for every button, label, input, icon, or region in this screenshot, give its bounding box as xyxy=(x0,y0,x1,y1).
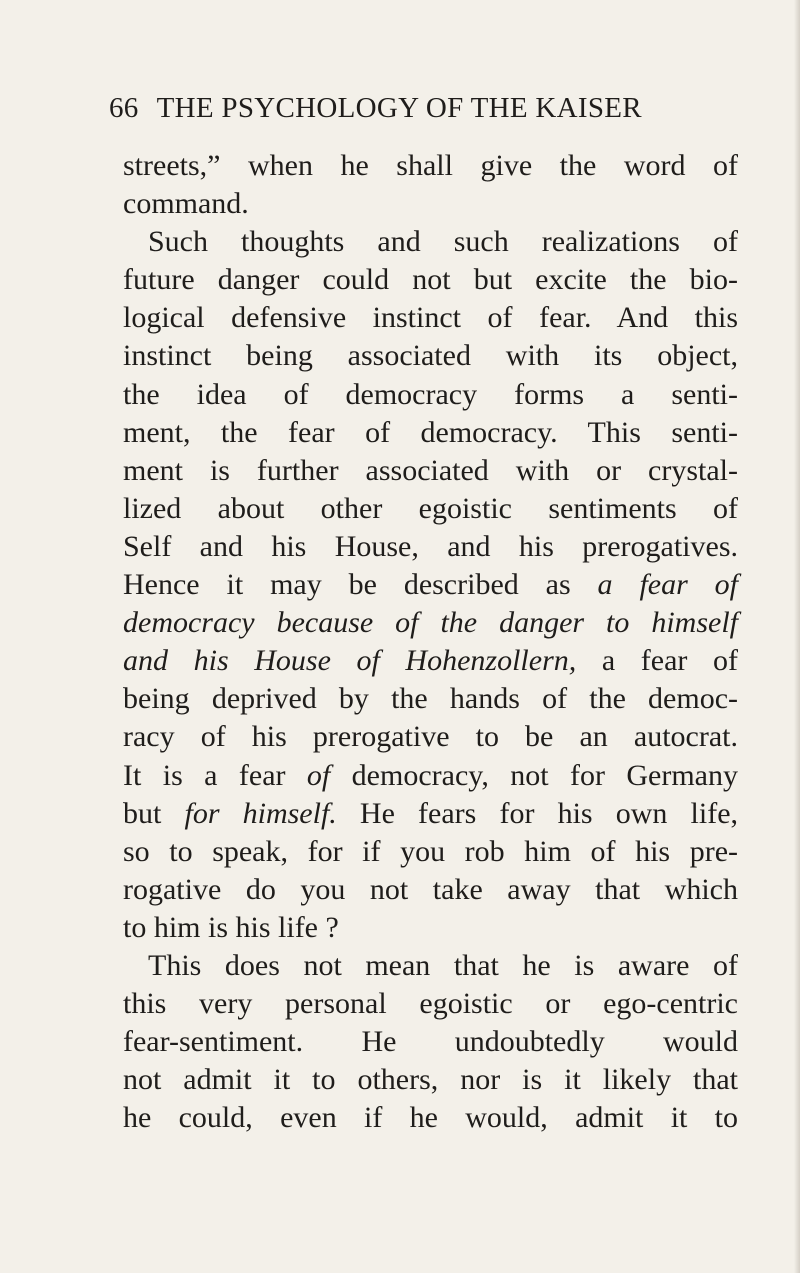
body-text xyxy=(123,147,738,1137)
text-line xyxy=(123,757,738,795)
text-line xyxy=(123,1061,738,1099)
text-segment: future danger could not but excite the bio- xyxy=(123,263,738,297)
text-line xyxy=(123,909,738,947)
text-segment: logical defensive instinct of fear. And this xyxy=(123,301,738,335)
text-segment: not admit it to others, nor is it likely that xyxy=(123,1063,738,1097)
text-line xyxy=(123,947,738,985)
text-segment: ment is further associated with or crystal- xyxy=(123,453,738,487)
text-segment: racy of his prerogative to be an autocrat. xyxy=(123,720,738,754)
text-segment: Such thoughts and such realizations of xyxy=(148,225,738,259)
text-line xyxy=(123,376,738,414)
italic-text: of xyxy=(306,758,331,792)
text-line xyxy=(123,642,738,680)
text-segment: this very personal egoistic or ego-centric xyxy=(123,987,738,1021)
text-segment: so to speak, for if you rob him of his pre- xyxy=(123,834,738,868)
text-line xyxy=(123,147,738,185)
text-line xyxy=(123,604,738,642)
text-line xyxy=(123,1023,738,1061)
italic-text: for himself. xyxy=(184,796,337,830)
italic-text: and his House of Hohenzollern, xyxy=(123,644,577,678)
text-segment: He fears for his own life, xyxy=(336,796,739,830)
text-segment: command. xyxy=(123,187,249,221)
page-edge-shadow xyxy=(794,0,800,1273)
text-segment: rogative do you not take away that which xyxy=(123,872,738,906)
text-segment: ment, the fear of democracy. This senti- xyxy=(123,415,738,449)
text-line xyxy=(123,261,738,299)
text-line xyxy=(123,414,738,452)
text-segment: the idea of democracy forms a senti- xyxy=(123,377,738,411)
running-title: THE PSYCHOLOGY OF THE KAISER xyxy=(156,92,642,124)
text-line xyxy=(123,337,738,375)
text-line xyxy=(123,985,738,1023)
text-segment: Self and his House, and his prerogatives. xyxy=(123,529,738,563)
page-number: 66 xyxy=(109,92,139,124)
text-line xyxy=(123,452,738,490)
text-segment: to him is his life ? xyxy=(123,910,339,944)
text-line xyxy=(123,528,738,566)
text-segment: democracy, not for Germany xyxy=(330,758,738,792)
text-segment: but xyxy=(123,796,185,830)
text-line xyxy=(123,795,738,833)
text-line xyxy=(123,680,738,718)
text-line xyxy=(123,1099,738,1137)
italic-text: a fear of xyxy=(597,568,738,602)
text-segment: fear-sentiment. He undoubtedly would xyxy=(123,1025,738,1059)
text-line xyxy=(123,566,738,604)
text-segment: Hence it may be described as xyxy=(123,568,598,602)
text-segment: This does not mean that he is aware of xyxy=(148,948,738,982)
text-line xyxy=(123,833,738,871)
text-segment: lized about other egoistic sentiments of xyxy=(123,491,738,525)
text-segment: being deprived by the hands of the democ- xyxy=(123,682,738,716)
text-segment: It is a fear xyxy=(123,758,307,792)
text-line xyxy=(123,299,738,337)
text-segment: instinct being associated with its object, xyxy=(123,339,738,373)
text-segment: he could, even if he would, admit it to xyxy=(123,1101,738,1135)
text-line xyxy=(123,871,738,909)
text-line xyxy=(123,718,738,756)
text-line xyxy=(123,490,738,528)
text-line xyxy=(123,185,738,223)
running-header xyxy=(109,92,642,125)
text-segment: a fear of xyxy=(576,644,738,678)
text-segment: streets,” when he shall give the word of xyxy=(123,149,738,182)
text-line xyxy=(123,223,738,261)
italic-text: democracy because of the danger to himself xyxy=(123,606,738,640)
